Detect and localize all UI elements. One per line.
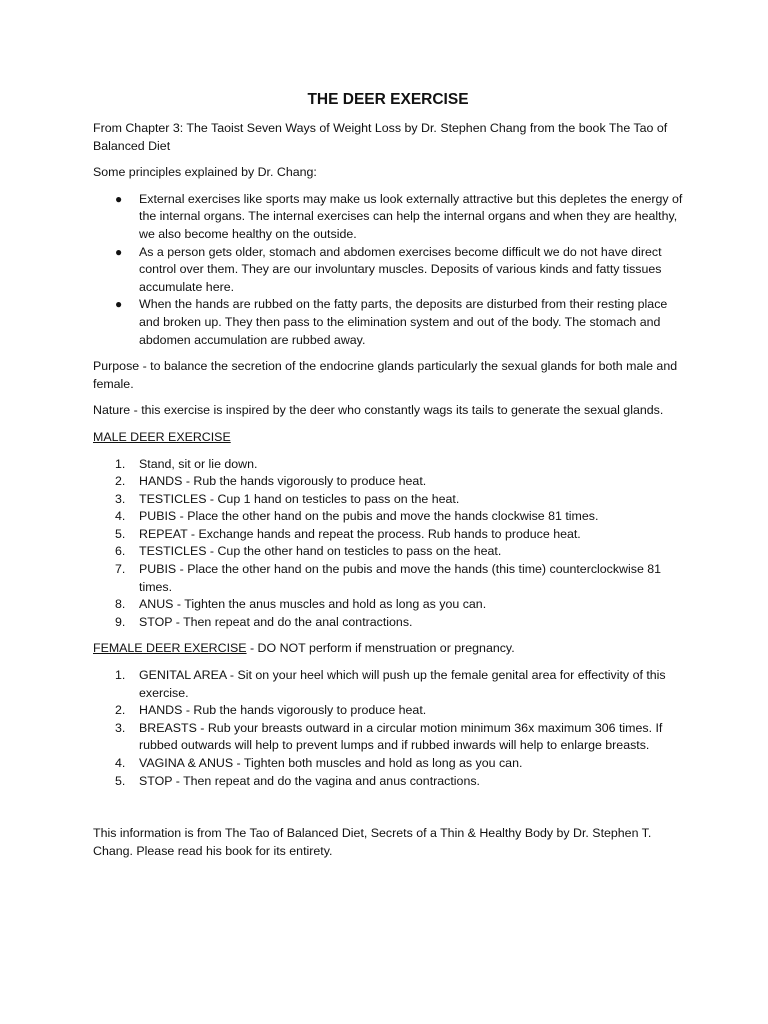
step-number: 2.: [115, 474, 126, 489]
step-text: TESTICLES - Cup 1 hand on testicles to pass on the heat.: [139, 491, 460, 506]
female-steps-list: [93, 667, 683, 790]
male-heading-text: MALE DEER EXERCISE: [93, 429, 231, 444]
step-text: PUBIS - Place the other hand on the pubis and move the hands clockwise 81 times.: [139, 509, 599, 524]
bullet-icon: ●: [115, 297, 123, 312]
list-item: [93, 473, 683, 491]
principle-text: External exercises like sports may make us look externally attractive but this depletes the energy of the internal organs. The internal exercises can help the internal organs and when they are healthy, we also become healthy on the outside.: [139, 191, 683, 241]
step-text: Stand, sit or lie down.: [139, 456, 258, 471]
list-item: [93, 244, 683, 297]
list-item: [93, 614, 683, 632]
female-section-heading: [93, 640, 683, 658]
step-number: 4.: [115, 756, 126, 770]
bullet-icon: ●: [115, 191, 123, 206]
list-item: [93, 596, 683, 614]
step-number: 3.: [115, 720, 126, 735]
principles-heading: Some principles explained by Dr. Chang:: [93, 165, 317, 180]
document-body: [93, 90, 683, 869]
intro-paragraph: From Chapter 3: The Taoist Seven Ways of Weight Loss by Dr. Stephen Chang from the book The Tao of Balanced Diet: [93, 121, 668, 153]
step-text: GENITAL AREA - Sit on your heel which will push up the female genital area for effectivity of this exercise.: [139, 668, 666, 700]
list-item: [93, 667, 683, 702]
step-number: 2.: [115, 703, 126, 718]
document-title: THE DEER EXERCISE: [307, 91, 469, 108]
nature-paragraph: Nature - this exercise is inspired by the deer who constantly wags its tails to generate the sexual glands.: [93, 403, 664, 418]
principle-text: When the hands are rubbed on the fatty parts, the deposits are disturbed from their resting place and broken up. They then pass to the elimination system and out of the body. The stomach and abdomen accumulation are rubbed away.: [139, 297, 668, 347]
step-number: 4.: [115, 509, 126, 524]
list-item: [93, 296, 683, 349]
purpose-paragraph: Purpose - to balance the secretion of the endocrine glands particularly the sexual glands for both male and female.: [93, 359, 678, 391]
step-text: BREASTS - Rub your breasts outward in a circular motion minimum 36x maximum 306 times. If rubbed outwards will help to prevent lumps and if rubbed inwards will help to enlarge breasts.: [139, 720, 663, 753]
list-item: [93, 508, 683, 526]
step-number: 8.: [115, 597, 126, 612]
list-item: [93, 191, 683, 244]
female-heading-text: FEMALE DEER EXERCISE: [93, 641, 247, 656]
step-text: STOP - Then repeat and do the vagina and anus contractions.: [139, 773, 480, 788]
step-text: PUBIS - Place the other hand on the pubis and move the hands (this time) counterclockwise 81 times.: [139, 562, 662, 594]
footer-paragraph: This information is from The Tao of Balanced Diet, Secrets of a Thin & Healthy Body by Dr. Stephen T. Chang. Please read his book for its entirety.: [93, 826, 652, 858]
step-number: 9.: [115, 614, 126, 629]
step-number: 1.: [115, 456, 126, 471]
step-number: 6.: [115, 544, 126, 559]
list-item: [93, 755, 683, 773]
list-item: [93, 543, 683, 561]
principle-text: As a person gets older, stomach and abdomen exercises become difficult we do not have direct control over them. They are our involuntary muscles. Deposits of various kinds and fatty tissues accumulate here.: [139, 244, 662, 294]
step-number: 5.: [115, 773, 126, 788]
step-number: 7.: [115, 562, 126, 577]
list-item: [93, 720, 683, 755]
list-item: [93, 456, 683, 474]
step-text: TESTICLES - Cup the other hand on testicles to pass on the heat.: [139, 544, 502, 559]
step-text: ANUS - Tighten the anus muscles and hold as long as you can.: [139, 597, 487, 612]
step-text: STOP - Then repeat and do the anal contractions.: [139, 614, 413, 629]
step-number: 3.: [115, 491, 126, 506]
male-steps-list: [93, 456, 683, 632]
list-item: [93, 491, 683, 509]
male-section-heading: [93, 429, 683, 447]
step-text: REPEAT - Exchange hands and repeat the process. Rub hands to produce heat.: [139, 526, 581, 541]
step-number: 1.: [115, 668, 126, 683]
step-text: HANDS - Rub the hands vigorously to produce heat.: [139, 474, 427, 489]
bullet-icon: ●: [115, 244, 123, 259]
step-number: 5.: [115, 526, 126, 541]
step-text: HANDS - Rub the hands vigorously to produce heat.: [139, 703, 427, 718]
female-heading-warning: - DO NOT perform if menstruation or pregnancy.: [246, 641, 515, 656]
list-item: [93, 773, 683, 791]
step-text: VAGINA & ANUS - Tighten both muscles and hold as long as you can.: [139, 756, 523, 770]
list-item: [93, 561, 683, 596]
list-item: [93, 526, 683, 544]
principles-list: [93, 191, 683, 349]
list-item: [93, 702, 683, 720]
section-spacer: [93, 799, 683, 825]
